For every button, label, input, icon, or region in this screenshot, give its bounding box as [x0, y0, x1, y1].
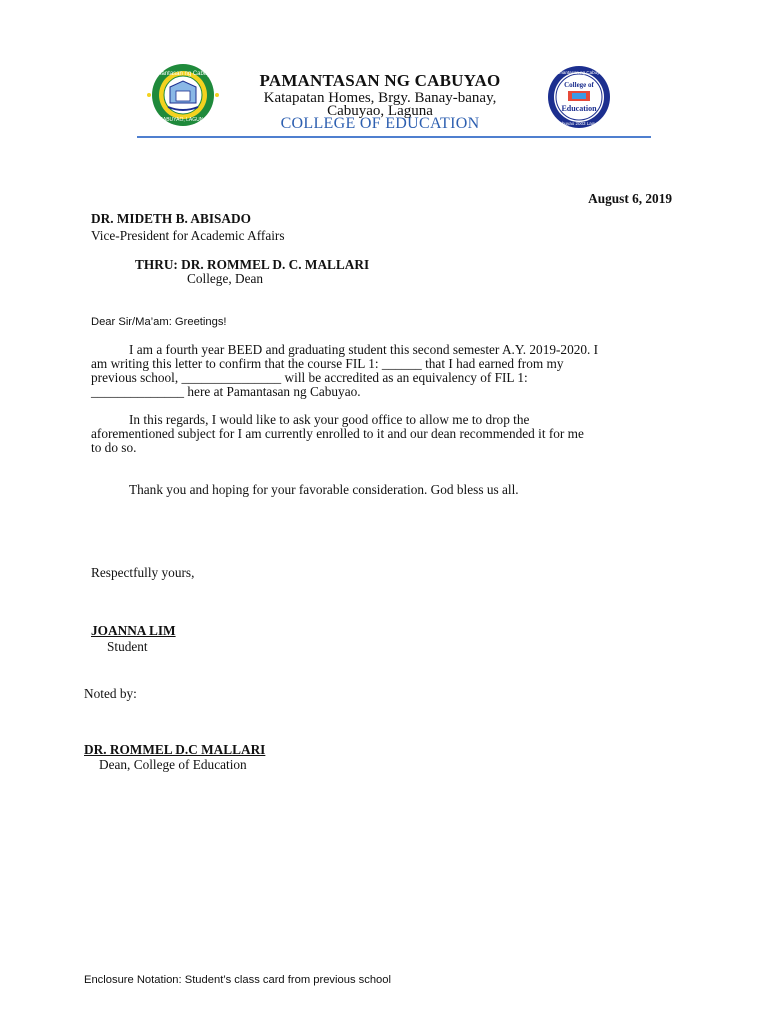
closing: Respectfully yours,: [91, 565, 195, 580]
svg-text:Education: Education: [561, 104, 597, 113]
recipient-name: DR. MIDETH B. ABISADO: [91, 211, 251, 226]
paragraph-1-line: am writing this letter to confirm that the course FIL 1: ______ that I had earned from my: [91, 356, 564, 371]
thru-name: THRU: DR. ROMMEL D. C. MALLARI: [135, 257, 370, 272]
paragraph-1-line: ______________ here at Pamantasan ng Cabuyao.: [91, 384, 361, 399]
paragraph-2-line: aforementioned subject for I am currently enrolled to it and our dean recommended it for me: [91, 426, 584, 441]
signer-role: Student: [107, 639, 148, 654]
address-line-2: Cabuyao, Laguna: [327, 103, 433, 119]
svg-text:Cabuyao 2003 Laguna: Cabuyao 2003 Laguna: [556, 121, 602, 126]
salutation: Dear Sir/Ma’am: Greetings!: [91, 316, 227, 328]
college-seal-logo: [538, 65, 620, 129]
signer-name: JOANNA LIM: [91, 623, 176, 638]
letter-date: August 6, 2019: [588, 191, 672, 206]
institution-name: PAMANTASAN NG CABUYAO: [259, 71, 501, 90]
paragraph-3: Thank you and hoping for your favorable consideration. God bless us all.: [129, 482, 519, 497]
noted-by-label: Noted by:: [84, 686, 137, 701]
college-name: COLLEGE OF EDUCATION: [280, 115, 480, 132]
svg-text:CABUYAO, LAGUNA: CABUYAO, LAGUNA: [159, 117, 207, 123]
paragraph-2-line: In this regards, I would like to ask your good office to allow me to drop the: [129, 412, 530, 427]
noter-name: DR. ROMMEL D.C MALLARI: [84, 742, 266, 757]
address-line-1: Katapatan Homes, Brgy. Banay-banay,: [263, 90, 497, 106]
paragraph-2-line: to do so.: [91, 440, 137, 455]
thru-title: College, Dean: [187, 271, 264, 286]
svg-text:Pamantasan ng Cabuyao: Pamantasan ng Cabuyao: [149, 71, 217, 77]
enclosure-notation: Enclosure Notation: Student’s class card from previous school: [84, 974, 391, 986]
svg-text:College of: College of: [564, 81, 594, 89]
paragraph-1-line: previous school, _______________ will be accredited as an equivalency of FIL 1:: [91, 370, 528, 385]
paragraph-1-line: I am a fourth year BEED and graduating student this second semester A.Y. 2019-2020. I: [129, 342, 599, 357]
header-divider: [137, 136, 651, 138]
recipient-title: Vice-President for Academic Affairs: [91, 228, 285, 243]
university-seal-logo: [140, 63, 226, 127]
noter-role: Dean, College of Education: [99, 757, 247, 772]
svg-text:Pamantasan ng Cabuyao: Pamantasan ng Cabuyao: [553, 70, 605, 75]
